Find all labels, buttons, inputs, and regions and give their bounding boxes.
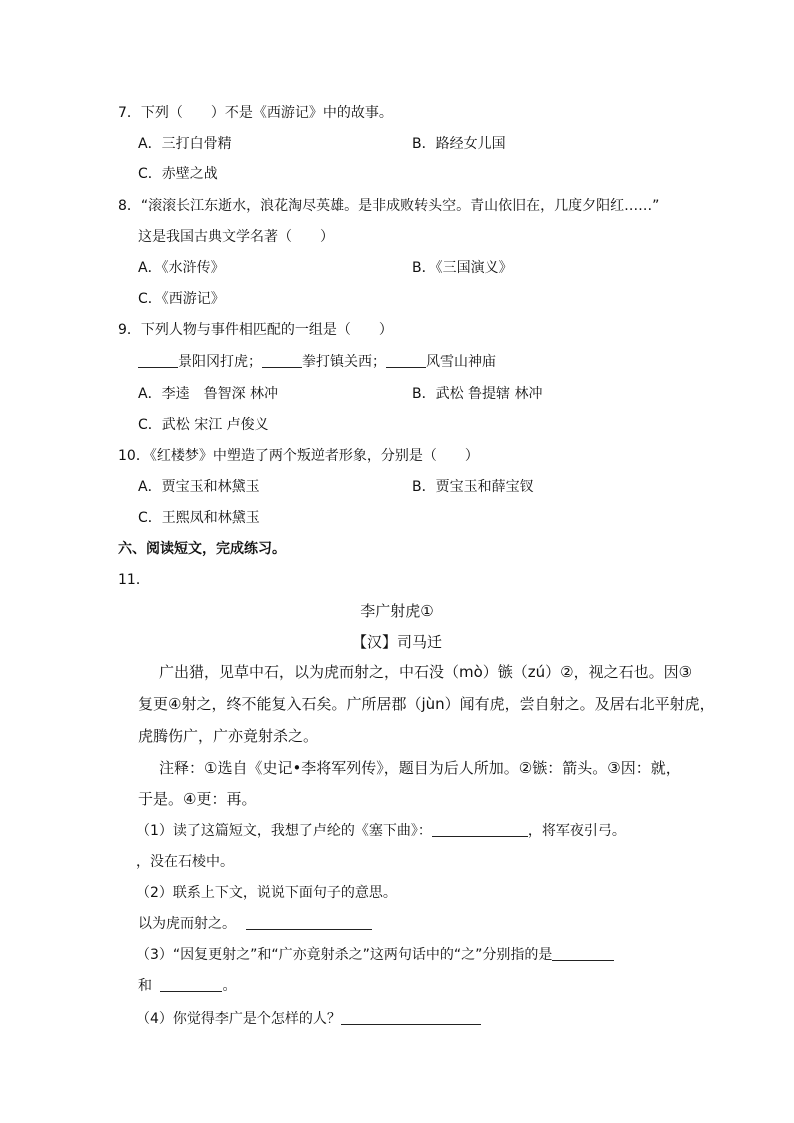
q10-option-c: C．王熙凤和林黛玉 <box>138 510 260 526</box>
answer-blank[interactable] <box>341 1010 481 1025</box>
sub-question-2-answer-row <box>138 915 372 933</box>
q8-stem: 8．“滚滚长江东逝水，浪花淘尽英雄。是非成败转头空。青山依旧在，几度夕阳红……” <box>118 198 660 214</box>
q8-option-c: C．《西游记》 <box>138 291 225 307</box>
q7-stem: 7．下列（ ）不是《西游记》中的故事。 <box>118 105 393 121</box>
answer-blank[interactable] <box>432 822 528 837</box>
q10-stem: 10．《红楼梦》中塑造了两个叛逆者形象，分别是（ ） <box>118 448 479 464</box>
sub1-text-end: ，将军夜引弓。 <box>527 823 626 839</box>
sub2-sentence: 以为虎而射之。 <box>138 916 236 932</box>
q9-events <box>138 353 496 371</box>
q8-option-b: B．《三国演义》 <box>412 260 513 276</box>
q9-stem: 9．下列人物与事件相匹配的一组是（ ） <box>118 322 393 338</box>
q9-option-a: A．李逵 鲁智深 林冲 <box>138 386 279 402</box>
q9-event-1: 景阳冈打虎； <box>178 354 262 370</box>
notes-line-2: 于是。④更：再。 <box>138 790 257 808</box>
passage-line-3: 虎腾伤广，广亦竟射杀之。 <box>138 727 319 745</box>
answer-blank[interactable] <box>160 977 222 992</box>
sub3-text: （3）“因复更射之”和“广亦竟射杀之”这两句话中的“之”分别指的是 <box>136 947 553 963</box>
q9-event-2: 拳打镇关西； <box>302 354 386 370</box>
passage-title: 李广射虎① <box>360 602 434 620</box>
passage-line-1: 广出猎，见草中石，以为虎而射之，中石没（mò）镞（zú）②，视之石也。因③ <box>159 663 693 681</box>
answer-blank[interactable] <box>138 353 178 368</box>
q8-stem-line2: 这是我国古典文学名著（ ） <box>138 229 334 245</box>
answer-blank[interactable] <box>262 353 302 368</box>
sub-question-1-line2: ，没在石棱中。 <box>136 854 234 870</box>
q9-event-3: 风雪山神庙 <box>426 354 496 370</box>
q11-number: 11． <box>118 572 150 588</box>
section-heading: 六、阅读短文，完成练习。 <box>118 541 286 557</box>
q7-option-b: B．路经女儿国 <box>412 136 506 152</box>
q10-option-a: A．贾宝玉和林黛玉 <box>138 479 260 495</box>
sub-question-3 <box>136 946 614 964</box>
sub3-and: 和 <box>138 978 152 994</box>
passage-line-2: 复更④射之，终不能复入石矣。广所居郡（jùn）闻有虎，尝自射之。及居右北平射虎， <box>138 695 715 713</box>
answer-blank[interactable] <box>386 353 426 368</box>
q7-option-c: C．赤壁之战 <box>138 166 218 182</box>
sub1-text: （1）读了这篇短文，我想了卢纶的《塞下曲》： <box>136 823 432 839</box>
notes-line-1: 注释：①选自《史记•李将军列传》，题目为后人所加。②镞：箭头。③因：就， <box>159 759 681 777</box>
q7-option-a: A．三打白骨精 <box>138 136 232 152</box>
sub4-text: （4）你觉得李广是个怎样的人？ <box>136 1011 341 1027</box>
passage-author: 【汉】司马迁 <box>351 633 442 651</box>
q10-option-b: B．贾宝玉和薛宝钗 <box>412 479 534 495</box>
q9-option-b: B．武松 鲁提辖 林冲 <box>412 386 543 402</box>
sub-question-4 <box>136 1010 481 1028</box>
sub-question-3-line2 <box>138 977 236 995</box>
sub3-end: 。 <box>222 978 237 994</box>
answer-blank[interactable] <box>246 915 372 930</box>
answer-blank[interactable] <box>552 946 614 961</box>
sub-question-1 <box>136 822 626 840</box>
q9-option-c: C．武松 宋江 卢俊义 <box>138 417 269 433</box>
sub-question-2: （2）联系上下文，说说下面句子的意思。 <box>136 885 397 901</box>
q8-option-a: A．《水浒传》 <box>138 260 225 276</box>
